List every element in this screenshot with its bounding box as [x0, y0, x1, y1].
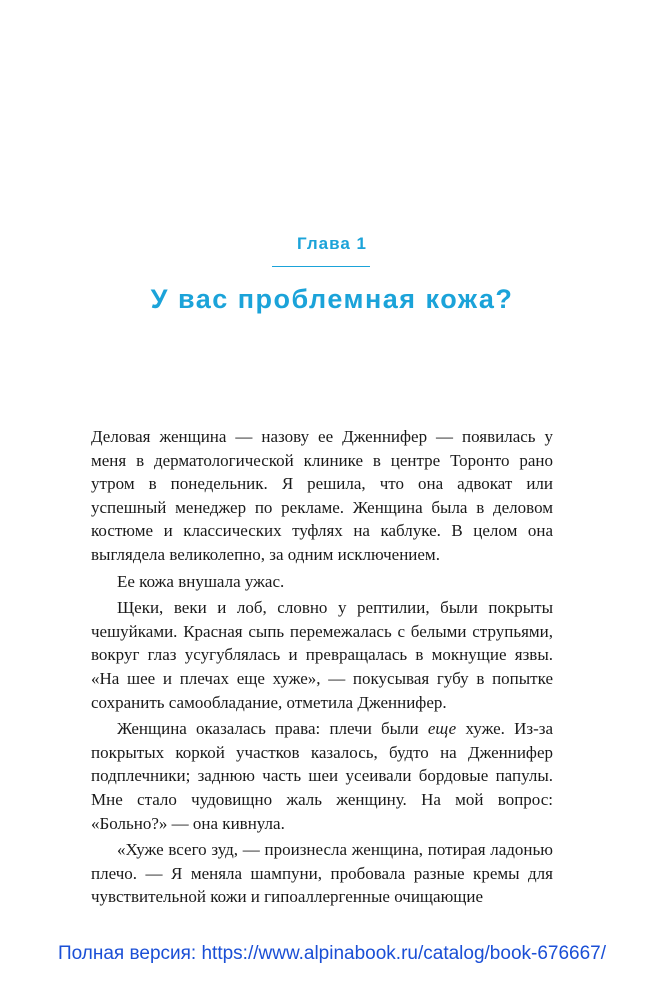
emphasis: еще — [427, 719, 457, 739]
chapter-label: Глава 1 — [297, 234, 367, 253]
full-version-link[interactable]: Полная версия: https://www.alpinabook.ru/catalog/book-676667/ — [57, 943, 607, 964]
paragraph-2: Ее кожа внушала ужас. — [117, 571, 285, 591]
paragraph-1: Деловая женщина — назову ее Дженнифер — появилась у меня в дерматологической клинике в центре Торонто рано утром в понедельник. Я решила, что она адвокат или успешный менеджер по рекламе. Женщина была в деловом костюме и классических туфлях на каблуке. В целом она выглядела великолепно, за одним исключением. — [91, 427, 553, 564]
paragraph-4: Женщина оказалась права: плечи были еще хуже. Из-за покрытых коркой участков казалось, будто на Дженнифер подплечники; заднюю часть шеи усеивали бордовые папулы. Мне стало чудовищно жаль женщину. На мой вопрос: «Больно?» — она кивнула. — [91, 719, 553, 833]
chapter-title: У вас проблемная кожа? — [150, 284, 514, 314]
body-text — [91, 425, 553, 909]
paragraph-3: Щеки, веки и лоб, словно у рептилии, были покрыты чешуйками. Красная сыпь перемежалась с белыми струпьями, вокруг глаз усугублялась и превращалась в мокнущие язвы. «На шее и плечах еще хуже», — покусывая губу в попытке сохранить самообладание, отметила Дженнифер. — [91, 598, 553, 712]
chapter-divider — [272, 266, 370, 267]
paragraph-5: «Хуже всего зуд, — произнесла женщина, потирая ладонью плечо. — Я меняла шампуни, пробовала разные кремы для чувствительной кожи и гипоаллергенные очищающие — [91, 840, 553, 907]
